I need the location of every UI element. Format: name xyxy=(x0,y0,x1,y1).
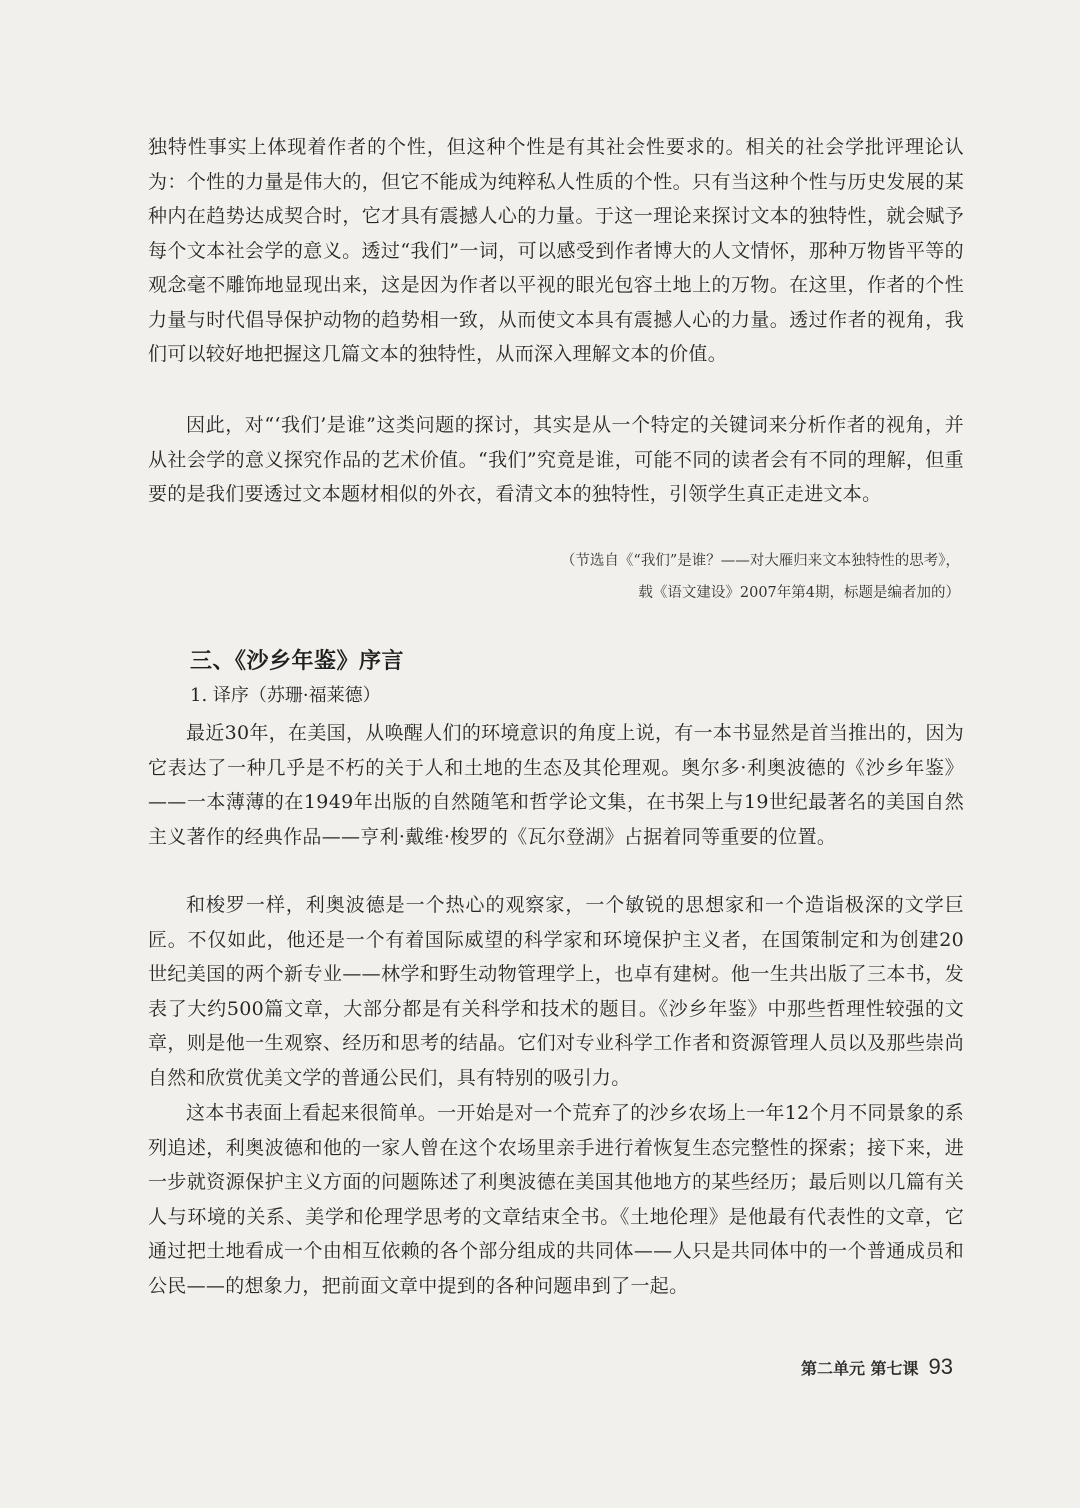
preface-paragraph-2 xyxy=(148,888,964,1095)
source-citation-line-2: 载《语文建设》2007年第4期，标题是编者加的） xyxy=(638,585,960,601)
page-footer xyxy=(801,1352,953,1384)
preface-paragraph-1 xyxy=(148,716,964,854)
section-heading: 三、《沙乡年鉴》序言 xyxy=(190,649,405,674)
body-paragraph: 因此，对“‘我们’是谁”这类问题的探讨，其实是从一个特定的关键词来分析作者的视角，并从社会学的意义探究作品的艺术价值。“我们”究竟是谁，可能不同的读者会有不同的理解，但重要的是我们要透过文本题材相似的外衣，看清文本的独特性，引领学生真正走进文本。 xyxy=(148,414,964,505)
body-paragraph: 和梭罗一样，利奥波德是一个热心的观察家，一个敏锐的思想家和一个造诣极深的文学巨匠。不仅如此，他还是一个有着国际威望的科学家和环境保护主义者，在国策制定和为创建20世纪美国的两个新专业——林学和野生动物管理学上，也卓有建树。他一生共出版了三本书，发表了大约500篇文章，大部分都是有关科学和技术的题目。《沙乡年鉴》中那些哲理性较强的文章，则是他一生观察、经历和思考的结晶。它们对专业科学工作者和资源管理人员以及那些崇尚自然和欣赏优美文学的普通公民们，具有特别的吸引力。 xyxy=(148,894,964,1089)
preface-paragraph-3 xyxy=(148,1096,964,1303)
footer-unit-label: 第二单元 第七课 xyxy=(800,1359,919,1378)
page-number: 93 xyxy=(928,1354,953,1379)
sub-heading: 1. 译序（苏珊·福莱德） xyxy=(190,685,381,706)
source-citation-line-1: （节选自《“我们”是谁？——对大雁归来文本独特性的思考》， xyxy=(560,553,960,569)
body-paragraph: 独特性事实上体现着作者的个性，但这种个性是有其社会性要求的。相关的社会学批评理论认为：个性的力量是伟大的，但它不能成为纯粹私人性质的个性。只有当这种个性与历史发展的某种内在趋势达成契合时，它才具有震撼人心的力量。于这一理论来探讨文本的独特性，就会赋予每个文本社会学的意义。透过“我们”一词，可以感受到作者博大的人文情怀，那种万物皆平等的观念毫不雕饰地显现出来，这是因为作者以平视的眼光包容土地上的万物。在这里，作者的个性力量与时代倡导保护动物的趋势相一致，从而使文本具有震撼人心的力量。透过作者的视角，我们可以较好地把握这几篇文本的独特性，从而深入理解文本的价值。 xyxy=(148,136,964,365)
body-paragraph: 这本书表面上看起来很简单。一开始是对一个荒弃了的沙乡农场上一年12个月不同景象的系列追述，利奥波德和他的一家人曾在这个农场里亲手进行着恢复生态完整性的探索；接下来，进一步就资源保护主义方面的问题陈述了利奥波德在美国其他地方的某些经历；最后则以几篇有关人与环境的关系、美学和伦理学思考的文章结束全书。《土地伦理》是他最有代表性的文章，它通过把土地看成一个由相互依赖的各个部分组成的共同体——人只是共同体中的一个普通成员和公民——的想象力，把前面文章中提到的各种问题串到了一起。 xyxy=(148,1102,964,1297)
paragraph-conclusion xyxy=(148,408,964,512)
body-paragraph: 最近30年，在美国，从唤醒人们的环境意识的角度上说，有一本书显然是首当推出的，因为它表达了一种几乎是不朽的关于人和土地的生态及其伦理观。奥尔多·利奥波德的《沙乡年鉴》——一本薄薄的在1949年出版的自然随笔和哲学论文集，在书架上与19世纪最著名的美国自然主义著作的经典作品——亨利·戴维·梭罗的《瓦尔登湖》占据着同等重要的位置。 xyxy=(148,722,964,848)
paragraph-continuation xyxy=(148,130,964,372)
